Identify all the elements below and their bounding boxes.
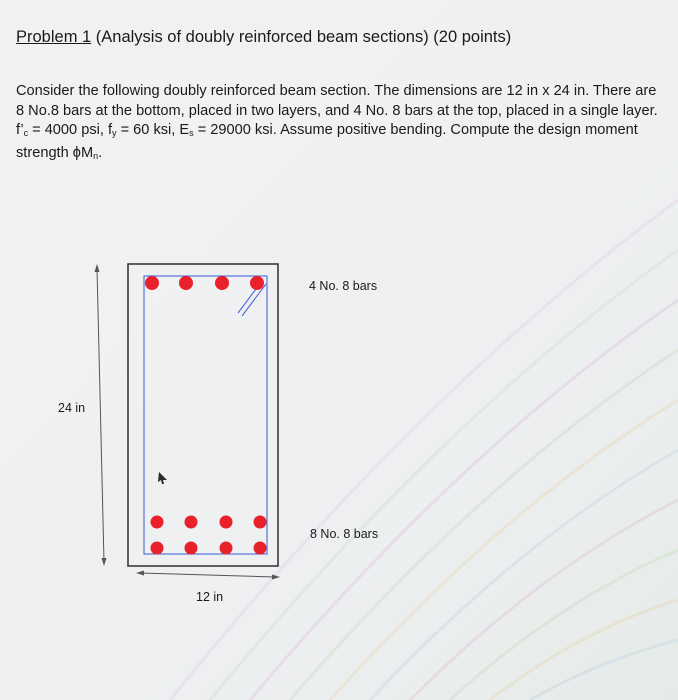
statement-part: = 60 ksi, E	[116, 122, 190, 138]
bottom-bar	[151, 542, 164, 555]
bottom-bar	[220, 516, 233, 529]
top-bars-label: 4 No. 8 bars	[309, 279, 378, 293]
bottom-bar	[185, 542, 198, 555]
problem-number: Problem 1	[16, 28, 92, 46]
bottom-bar	[185, 516, 198, 529]
height-label: 24 in	[58, 401, 86, 415]
width-label: 12 in	[196, 590, 224, 604]
height-arrowhead-top	[95, 264, 100, 272]
bottom-bar	[220, 542, 233, 555]
bottom-bar	[254, 542, 267, 555]
fc-subscript: c	[23, 128, 29, 138]
height-arrowhead-bottom	[102, 558, 107, 566]
height-dimension-line	[97, 268, 104, 562]
top-bar	[215, 276, 229, 290]
es-subscript: s	[189, 128, 194, 138]
moment-subscript: n	[93, 150, 99, 161]
width-arrowhead-right	[272, 575, 280, 580]
width-dimension-line	[140, 573, 275, 577]
bottom-bar	[151, 516, 164, 529]
statement-part: .	[98, 144, 103, 161]
moment-symbol: ϕM	[72, 144, 94, 161]
fy-subscript: y	[112, 128, 117, 138]
statement-part: = 29000 ksi. Assume positive bending. Compute the design moment strength	[16, 122, 638, 161]
top-bar	[179, 276, 193, 290]
top-bar	[145, 276, 159, 290]
cursor-icon	[158, 472, 167, 484]
statement-part: Consider the following doubly reinforced beam section. The dimensions are 12 in x 24 in. There are 8 No.8 bars at the bottom, placed in two layers, and 4 No. 8 bars at the top, placed in a single layer. f’	[16, 83, 658, 138]
bottom-bars-label: 8 No. 8 bars	[310, 527, 379, 541]
problem-title-text: (Analysis of doubly reinforced beam sections) (20 points)	[91, 28, 512, 46]
bottom-bar	[254, 516, 267, 529]
stirrup-outline	[144, 276, 267, 554]
statement-part: = 4000 psi, f	[28, 122, 113, 138]
width-arrowhead-left	[136, 571, 144, 576]
top-bar	[250, 276, 264, 290]
